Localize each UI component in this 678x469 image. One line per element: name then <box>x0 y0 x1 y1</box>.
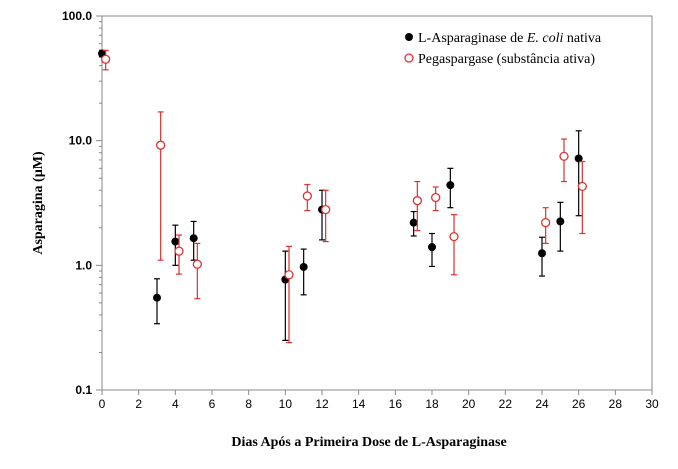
legend-label-ecoli-italic: E. coli <box>526 31 564 46</box>
series-pegaspargase <box>102 50 587 342</box>
y-axis <box>62 9 102 397</box>
x-tick-label: 22 <box>498 397 513 411</box>
data-point <box>175 247 183 255</box>
x-tick-label: 14 <box>351 397 366 411</box>
data-point <box>153 294 161 302</box>
data-point <box>193 260 201 268</box>
x-tick-label: 6 <box>208 397 216 411</box>
data-point <box>428 243 436 251</box>
legend-marker-ecoli <box>405 33 413 41</box>
plot-frame <box>102 16 652 390</box>
legend <box>405 31 602 67</box>
data-point <box>542 219 550 227</box>
x-tick-label: 26 <box>571 397 586 411</box>
y-tick-label: 1.0 <box>75 258 92 273</box>
data-point <box>102 55 110 63</box>
series-layer <box>98 50 586 343</box>
data-point <box>410 219 418 227</box>
data-point <box>413 197 421 205</box>
data-point <box>303 192 311 200</box>
x-tick-label: 0 <box>98 397 106 411</box>
x-tick-label: 12 <box>315 397 329 411</box>
y-axis-title: Asparagina (µM) <box>31 151 46 255</box>
legend-label-ecoli-suffix: nativa <box>563 31 602 46</box>
x-tick-label: 4 <box>171 397 179 411</box>
data-point <box>171 238 179 246</box>
legend-marker-pegaspargase <box>405 54 413 62</box>
x-axis <box>99 390 659 411</box>
legend-label-ecoli-prefix: L-Asparaginase de <box>418 31 527 46</box>
data-point <box>432 194 440 202</box>
data-point <box>538 249 546 257</box>
x-tick-label: 20 <box>461 397 476 411</box>
x-tick-label: 24 <box>535 397 549 411</box>
data-point <box>322 206 330 214</box>
data-point <box>285 271 293 279</box>
x-tick-label: 30 <box>645 397 659 411</box>
data-point <box>556 217 564 225</box>
data-point <box>157 141 165 149</box>
x-tick-label: 28 <box>608 397 623 411</box>
x-axis-title: Dias Após a Primeira Dose de L-Asparaginase <box>231 435 507 450</box>
y-tick-label: 0.1 <box>75 383 92 397</box>
x-tick-label: 2 <box>135 397 143 411</box>
data-point <box>450 233 458 241</box>
y-tick-label: 100.0 <box>61 9 92 23</box>
data-point <box>300 263 308 271</box>
data-point <box>190 234 198 242</box>
x-tick-label: 18 <box>425 397 439 411</box>
data-point <box>578 182 586 190</box>
x-tick-label: 8 <box>245 397 253 411</box>
legend-label-ecoli <box>418 31 602 46</box>
plot-area <box>102 16 652 390</box>
x-tick-label: 16 <box>388 397 403 411</box>
x-tick-label: 10 <box>278 397 293 411</box>
y-tick-label: 10.0 <box>68 133 92 148</box>
series-ecoli <box>98 50 583 341</box>
legend-label-pegaspargase: Pegaspargase (substância ativa) <box>418 52 596 67</box>
data-point <box>560 152 568 160</box>
data-point <box>446 181 454 189</box>
